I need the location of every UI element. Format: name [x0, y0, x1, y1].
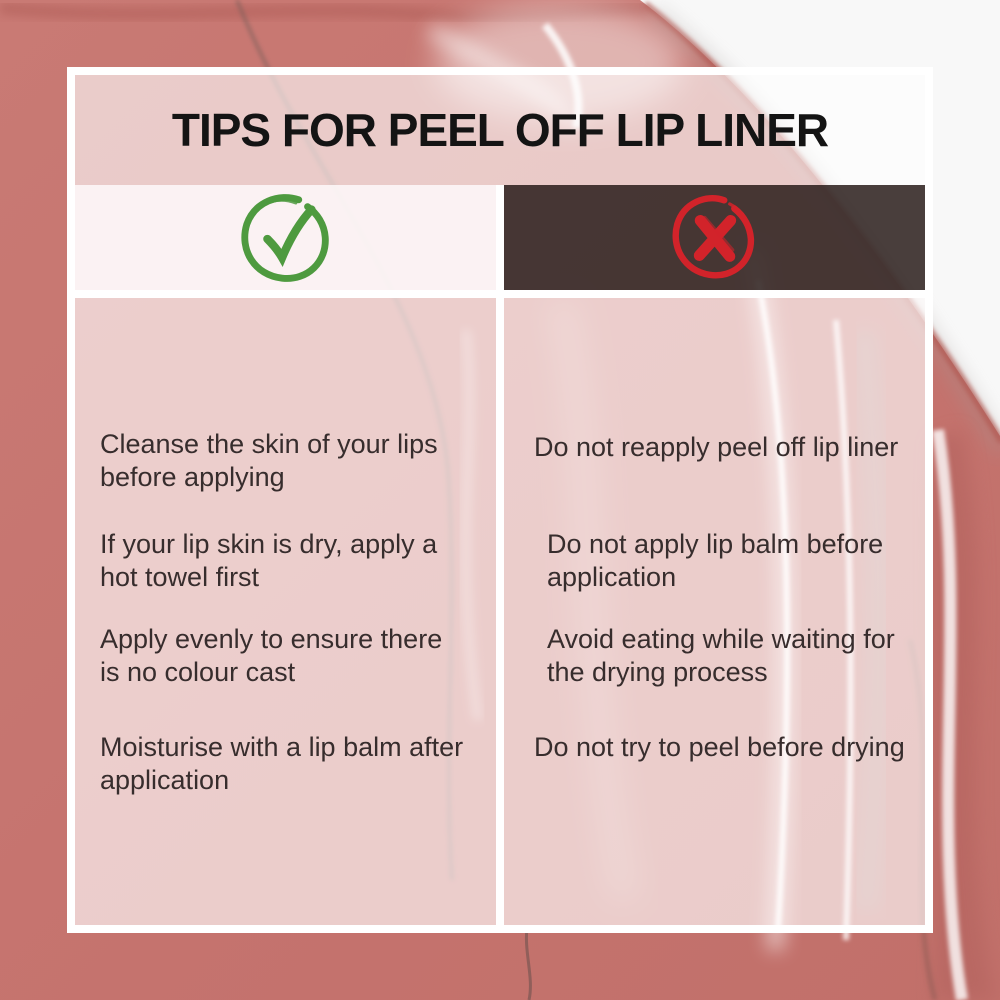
do-tip: Moisturise with a lip balm after application: [100, 732, 464, 795]
body-row: [75, 298, 925, 925]
column-divider: [496, 185, 504, 290]
dos-column: [75, 298, 496, 925]
donts-column: [504, 298, 925, 925]
title-band: [75, 75, 925, 185]
donts-header: [504, 185, 925, 290]
row-divider: [75, 290, 925, 298]
column-divider: [496, 298, 504, 925]
cross-circle-icon: [669, 192, 761, 284]
dont-tip: Avoid eating while waiting for the drying process: [547, 624, 895, 687]
check-circle-icon: [237, 189, 335, 287]
do-tip: Cleanse the skin of your lips before applying: [100, 429, 438, 492]
dont-tip: Do not try to peel before drying: [534, 732, 905, 762]
dont-tip: Do not apply lip balm before application: [547, 529, 884, 592]
header-row: [75, 185, 925, 290]
tips-card: [67, 67, 933, 933]
page-title: TIPS FOR PEEL OFF LIP LINER: [171, 104, 829, 156]
do-tip: If your lip skin is dry, apply a hot towel first: [100, 529, 438, 592]
dont-tip: Do not reapply peel off lip liner: [534, 432, 899, 462]
dos-header: [75, 185, 496, 290]
do-tip: Apply evenly to ensure there is no colour cast: [100, 624, 443, 687]
